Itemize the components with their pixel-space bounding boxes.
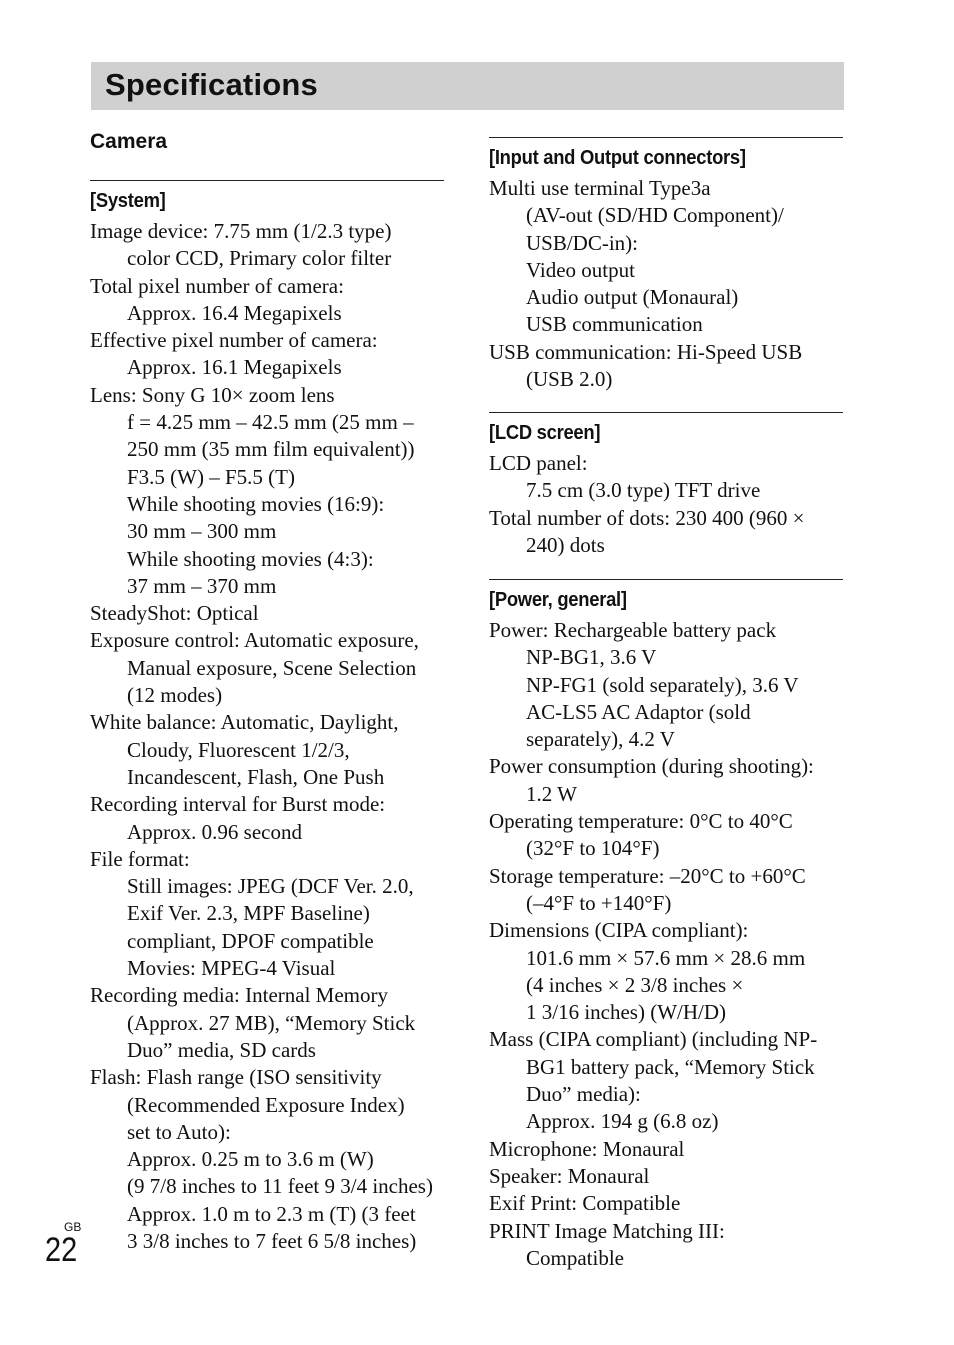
spec-continuation [90,928,444,955]
spec-item [90,791,444,818]
spec-text: White balance: Automatic, Daylight, [90,710,399,735]
spec-text: NP-FG1 (sold separately), 3.6 V [526,672,799,697]
spec-item [489,339,843,366]
spec-continuation [90,409,444,436]
spec-text: Audio output (Monaural) [526,285,739,310]
spec-text: (12 modes) [127,683,223,708]
spec-text: Exposure control: Automatic exposure, [90,628,419,653]
spec-text: LCD panel: [489,451,588,475]
spec-continuation [489,1108,843,1135]
spec-item [90,600,444,627]
spec-item [90,273,444,300]
spec-text: USB communication: Hi-Speed USB [489,339,803,364]
spec-text: Compatible [526,1245,624,1270]
spec-text: 101.6 mm × 57.6 mm × 28.6 mm [526,945,806,970]
spec-continuation [489,311,843,338]
section-divider [489,579,843,580]
category-heading: Camera [90,130,168,153]
spec-text: Incandescent, Flash, One Push [127,764,385,789]
section-system [90,180,444,1255]
spec-text: (AV-out (SD/HD Component)/ [526,203,784,228]
spec-item [90,846,444,873]
spec-continuation [90,819,444,846]
spec-text: Storage temperature: –20°C to +60°C [489,863,806,888]
spec-list [489,617,843,1272]
section-heading: [System] [90,190,166,212]
spec-text: Effective pixel number of camera: [90,328,378,353]
spec-item [489,1026,843,1053]
spec-text: Approx. 1.0 m to 2.3 m (T) (3 feet [127,1201,416,1226]
spec-item [489,808,843,835]
spec-continuation [489,366,843,393]
spec-list [489,175,843,393]
spec-text: Mass (CIPA compliant) (including NP- [489,1027,818,1052]
spec-continuation [489,672,843,699]
spec-text: (Approx. 27 MB), “Memory Stick [127,1010,416,1035]
spec-text: NP-BG1, 3.6 V [526,645,657,670]
spec-text: F3.5 (W) – F5.5 (T) [127,464,295,489]
spec-continuation [90,955,444,982]
spec-item [90,982,444,1009]
spec-text: (–4°F to +140°F) [526,890,672,915]
spec-text: Operating temperature: 0°C to 40°C [489,809,793,834]
spec-text: set to Auto): [127,1119,231,1144]
spec-continuation [90,464,444,491]
spec-continuation [90,245,444,272]
spec-item [90,327,444,354]
spec-continuation [90,1119,444,1146]
spec-continuation [90,1173,444,1200]
spec-item [489,753,843,780]
spec-continuation [489,999,843,1026]
spec-item [489,863,843,890]
spec-text: While shooting movies (16:9): [127,491,385,516]
spec-text: (32°F to 104°F) [526,836,660,861]
spec-text: 240) dots [526,532,605,557]
spec-continuation [90,737,444,764]
spec-text: Total number of dots: 230 400 (960 × [489,505,805,530]
spec-text: Power consumption (during shooting): [489,754,814,779]
spec-continuation [489,257,843,284]
spec-continuation [489,1081,843,1108]
spec-text: compliant, DPOF compatible [127,928,374,953]
spec-continuation [489,781,843,808]
spec-item [489,917,843,944]
spec-item [90,218,444,245]
spec-continuation [90,491,444,518]
spec-list [489,450,843,559]
section-heading: [Input and Output connectors] [489,147,746,169]
spec-text: Exif Ver. 2.3, MPF Baseline) [127,901,370,926]
spec-text: (Recommended Exposure Index) [127,1092,405,1117]
section-lcd-screen [489,412,843,559]
spec-continuation [90,354,444,381]
spec-item [489,175,843,202]
spec-text: Microphone: Monaural [489,1136,685,1161]
spec-text: BG1 battery pack, “Memory Stick [526,1054,815,1079]
spec-continuation [90,518,444,545]
spec-item [489,450,843,477]
spec-text: f = 4.25 mm – 42.5 mm (25 mm – [127,410,414,435]
spec-continuation [90,573,444,600]
spec-text: Approx. 16.4 Megapixels [127,300,342,325]
spec-continuation [489,1054,843,1081]
section-heading: [Power, general] [489,589,627,611]
spec-continuation [90,764,444,791]
spec-continuation [489,284,843,311]
spec-text: 1 3/16 inches) (W/H/D) [526,1000,727,1025]
spec-text: USB/DC-in): [526,230,639,255]
spec-continuation [90,1092,444,1119]
spec-continuation [90,873,444,900]
spec-continuation [489,890,843,917]
spec-text: (9 7/8 inches to 11 feet 9 3/4 inches) [127,1174,433,1199]
spec-item [90,627,444,654]
spec-item [489,1163,843,1190]
title-bar [91,62,844,110]
spec-continuation [90,682,444,709]
spec-text: 7.5 cm (3.0 type) TFT drive [526,478,761,503]
spec-text: Duo” media): [526,1082,641,1107]
spec-text: (4 inches × 2 3/8 inches × [526,972,744,997]
spec-text: Exif Print: Compatible [489,1191,681,1216]
spec-text: Still images: JPEG (DCF Ver. 2.0, [127,874,414,899]
spec-text: SteadyShot: Optical [90,601,259,626]
spec-continuation [489,644,843,671]
spec-continuation [489,532,843,559]
spec-continuation [489,477,843,504]
spec-continuation [90,1201,444,1228]
spec-continuation [90,1010,444,1037]
spec-text: Cloudy, Fluorescent 1/2/3, [127,737,350,762]
spec-continuation [489,699,843,726]
page-title: Specifications [105,67,318,102]
spec-text: File format: [90,846,190,871]
section-divider [489,137,843,138]
spec-text: Flash: Flash range (ISO sensitivity [90,1065,382,1090]
spec-text: Lens: Sony G 10× zoom lens [90,382,335,407]
spec-continuation [90,655,444,682]
spec-continuation [489,972,843,999]
spec-text: 37 mm – 370 mm [127,573,277,598]
spec-continuation [489,230,843,257]
spec-text: USB communication [526,312,703,337]
spec-text: Multi use terminal Type3a [489,176,711,200]
spec-text: 3 3/8 inches to 7 feet 6 5/8 inches) [127,1228,417,1253]
spec-list [90,218,444,1255]
spec-text: Total pixel number of camera: [90,273,344,298]
spec-continuation [489,726,843,753]
spec-text: AC-LS5 AC Adaptor (sold [526,699,751,724]
spec-item [489,1136,843,1163]
section-divider [489,412,843,413]
section-divider [90,180,444,181]
spec-continuation [489,202,843,229]
spec-text: Video output [526,257,635,282]
spec-text: Recording media: Internal Memory [90,983,388,1008]
spec-continuation [90,546,444,573]
spec-text: Speaker: Monaural [489,1163,650,1188]
spec-text: 1.2 W [526,781,577,806]
spec-continuation [90,436,444,463]
spec-text: Approx. 194 g (6.8 oz) [526,1109,719,1134]
region-tag: GB [64,1220,82,1234]
spec-text: Manual exposure, Scene Selection [127,655,417,680]
spec-text: While shooting movies (4:3): [127,546,374,571]
spec-continuation [90,1037,444,1064]
spec-text: separately), 4.2 V [526,727,675,752]
spec-text: Dimensions (CIPA compliant): [489,918,749,943]
spec-text: Approx. 0.96 second [127,819,302,844]
spec-text: PRINT Image Matching III: [489,1218,725,1243]
spec-continuation [90,1146,444,1173]
spec-text: Power: Rechargeable battery pack [489,618,777,642]
spec-continuation [90,300,444,327]
spec-item [90,382,444,409]
spec-item [489,1190,843,1217]
spec-item [90,1064,444,1091]
spec-continuation [489,1245,843,1272]
spec-text: color CCD, Primary color filter [127,246,392,271]
spec-text: Recording interval for Burst mode: [90,792,386,817]
spec-text: Movies: MPEG-4 Visual [127,956,336,981]
spec-text: 30 mm – 300 mm [127,519,277,544]
spec-text: (USB 2.0) [526,367,613,392]
page-number: 22 [45,1231,78,1269]
section-power-general [489,579,843,1272]
spec-text: 250 mm (35 mm film equivalent)) [127,437,415,462]
spec-item [489,617,843,644]
section-input-output [489,137,843,393]
spec-text: Image device: 7.75 mm (1/2.3 type) [90,219,392,243]
spec-item [489,505,843,532]
section-heading: [LCD screen] [489,422,601,444]
spec-item [489,1218,843,1245]
spec-continuation [489,835,843,862]
spec-text: Duo” media, SD cards [127,1037,316,1062]
spec-item [90,709,444,736]
spec-continuation [489,945,843,972]
spec-text: Approx. 0.25 m to 3.6 m (W) [127,1147,374,1172]
spec-text: Approx. 16.1 Megapixels [127,355,342,380]
spec-continuation [90,900,444,927]
spec-continuation [90,1228,444,1255]
